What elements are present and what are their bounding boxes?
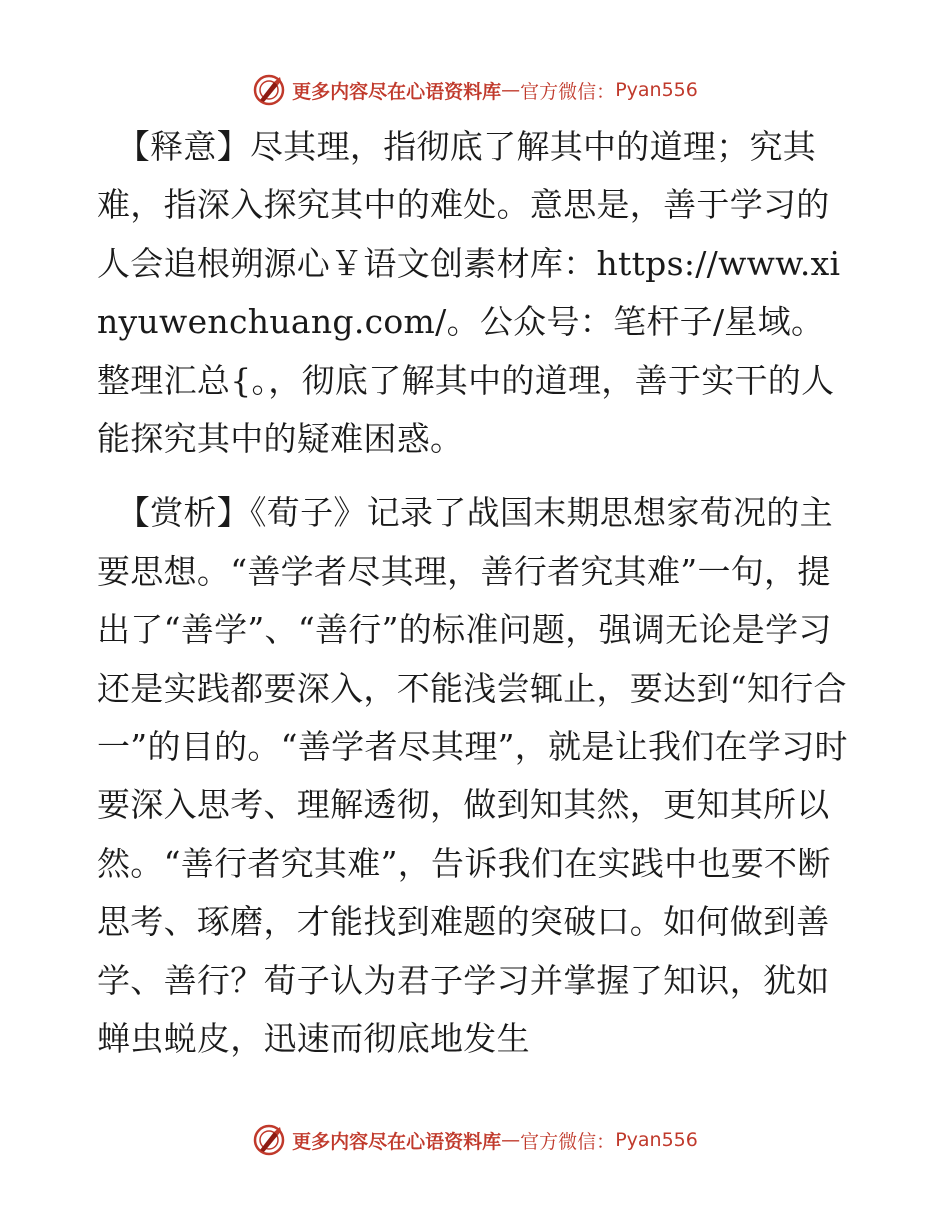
watermark-wechat-id: Pyan556 — [615, 79, 698, 101]
footer-watermark — [0, 1120, 950, 1160]
quill-logo-icon — [252, 1123, 286, 1157]
watermark-dash: — — [501, 79, 521, 101]
header-watermark — [0, 70, 950, 110]
watermark-brand: 更多内容尽在心语资料库 — [292, 1130, 502, 1153]
watermark-wechat-id: Pyan556 — [615, 1129, 698, 1151]
watermark-wechat-label: 官方微信： — [520, 1130, 616, 1153]
paragraph-explanation: 【释意】尽其理，指彻底了解其中的道理；究其难，指深入探究其中的难处。意思是，善于学习的人会追根朔源心￥语文创素材库：https://www.xinyuwenchuang.com/。公众号：笔杆子/星域。整理汇总{。，彻底了解其中的道理，善于实干的人能探究其中的疑难困惑。 — [97, 127, 841, 459]
document-body — [97, 118, 857, 1069]
watermark-wechat-label: 官方微信： — [520, 80, 616, 103]
watermark-brand: 更多内容尽在心语资料库 — [292, 80, 502, 103]
watermark-dash: — — [501, 1129, 521, 1151]
quill-logo-icon — [252, 73, 286, 107]
paragraph-appreciation: 【赏析】《荀子》记录了战国末期思想家荀况的主要思想。“善学者尽其理，善行者究其难”一句，提出了“善学”、“善行”的标准问题，强调无论是学习还是实践都要深入，不能浅尝辄止，要达到“知行合一”的目的。“善学者尽其理”，就是让我们在学习时要深入思考、理解透彻，做到知其然，更知其所以然。“善行者究其难”，告诉我们在实践中也要不断思考、琢磨，才能找到难题的突破口。如何做到善学、善行？荀子认为君子学习并掌握了知识，犹如蝉虫蜕皮，迅速而彻底地发生 — [97, 493, 848, 1059]
